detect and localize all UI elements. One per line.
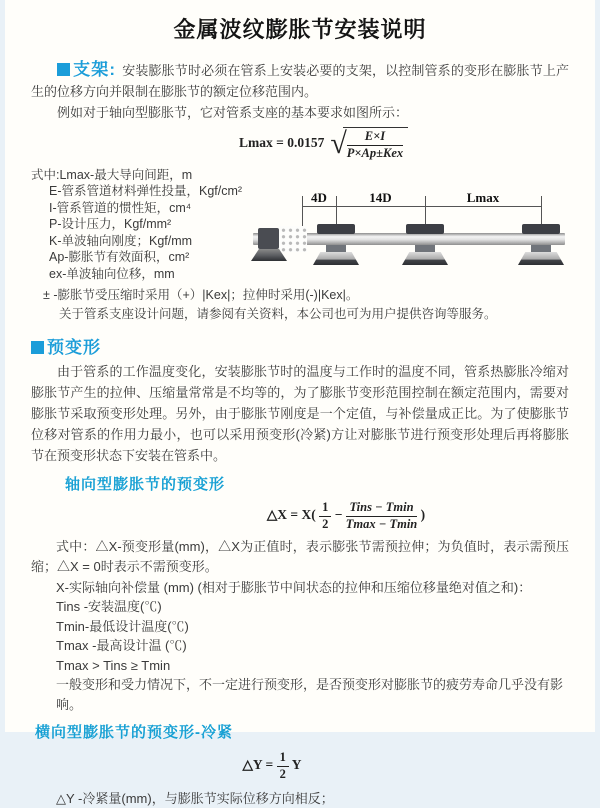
pipe-support-base — [402, 252, 448, 265]
pipe-support-clamp — [522, 224, 560, 234]
lmax-formula — [239, 127, 569, 161]
fraction-temperature: $\frac{\text{Tins − Tmin}}{Tmax - Tmin}$ — [346, 501, 417, 532]
fraction-half: $\frac{1}{2}$ — [277, 751, 289, 782]
pipe-support-clamp — [317, 224, 355, 234]
formula-rhs: Y — [292, 757, 302, 772]
support-section-heading: 支架: — [73, 60, 116, 79]
section-square-icon — [31, 341, 44, 354]
lateral-predeform-heading: 横向型膨胀节的预变形-冷紧 — [35, 721, 569, 742]
pipe-support-neck — [531, 245, 551, 252]
pipe-support-neck — [415, 245, 435, 252]
formula-rhs: ) — [421, 507, 426, 522]
fraction-half: $\frac{1}{2}$ — [319, 501, 331, 532]
pipe-support-base — [313, 252, 359, 265]
pipe-support-clamp — [406, 224, 444, 234]
kex-sign-note: ± -膨胀节受压缩时采用（+）|Kex|；拉伸时采用(-)|Kex|。 — [31, 286, 569, 305]
formula-lhs: △Y = — [243, 757, 274, 772]
lateral-formula — [31, 751, 569, 782]
formula-lhs: Lmax = 0.0157 — [239, 135, 324, 150]
section-square-icon — [57, 63, 70, 76]
axial-predeform-heading: 轴向型膨胀节的预变形 — [65, 473, 569, 494]
page-title: 金属波纹膨胀节安装说明 — [31, 16, 569, 44]
predeform-section-heading — [31, 333, 569, 358]
definition-item: P-设计压力，Kgf/mm² — [31, 216, 569, 233]
definition-item: K-单波轴向刚度；Kgf/mm — [31, 233, 569, 250]
definition-item: ex-单波轴向位移，mm — [31, 266, 569, 283]
axial-note: Tmin-最低设计温度(℃) — [31, 617, 569, 637]
definition-item: I-管系管道的惯性矩，cm⁴ — [31, 200, 569, 217]
fraction-numerator: E×I — [347, 130, 403, 146]
support-example-text: 例如对于轴向型膨胀节，它对管系支座的基本要求如图所示： — [31, 102, 569, 123]
dimension-tick — [541, 196, 542, 226]
formula-lhs: △X = X( — [267, 507, 316, 522]
dimension-line — [302, 206, 541, 207]
sqrt-icon: √ — [330, 127, 346, 160]
axial-note: Tmax -最高设计温 (℃) — [31, 636, 569, 656]
axial-formula — [31, 501, 569, 532]
fraction-denominator: P×Ap±Kex — [347, 146, 403, 161]
definition-item: Ap-膨胀节有效面积，cm² — [31, 249, 569, 266]
radicand — [343, 127, 408, 161]
bellows-expansion-joint — [279, 226, 307, 252]
axial-note: Tins -安装温度(℃) — [31, 597, 569, 617]
service-note: 关于管系支座设计问题，请参阅有关资料，本公司也可为用户提供咨询等服务。 — [31, 305, 569, 324]
minus-sign: − — [335, 507, 343, 522]
axial-note: 一般变形和受力情况下，不一定进行预变形，是否预变形对膨胀节的疲劳寿命几乎没有影响。 — [31, 675, 569, 714]
predeform-body-text: 由于管系的工作温度变化，安装膨胀节时的温度与工作时的温度不同，管系热膨胀冷缩对膨胀节产生的拉伸、压缩量常常是不均等的，为了膨胀节变形范围控制在额定范围内，需要对膨胀节采取预变形处理。另外，由于膨胀节刚度是一个定值，与补偿量成正比。为了使膨胀节位移对管系的作用力最小，也可以采用预变形(冷紧)方让对膨胀节进行预变形处理后再将膨胀节在预变形状态下安装在管系中。 — [31, 361, 569, 466]
definition-item: E-管系管道材料弹性投量，Kgf/cm² — [31, 183, 569, 200]
pipe-support-diagram — [251, 193, 577, 290]
support-section — [31, 59, 569, 102]
axial-note: X-实际轴向补偿量 (mm) (相对于膨胀节中间状态的拉伸和压缩位移量绝对值之和)： — [31, 578, 569, 598]
formula-fraction — [347, 130, 403, 161]
dimension-label-lmax: Lmax — [425, 190, 541, 206]
predeform-heading-text: 预变形 — [47, 338, 101, 357]
axial-note: 式中：△X-预变形量(mm)，△X为正值时，表示膨张节需预拉伸；为负值时，表示需预压缩；△X = 0时表示不需预变形。 — [31, 537, 569, 578]
lateral-note: △Y -冷紧量(mm)，与膨胀节实际位移方向相反； — [31, 789, 569, 808]
pipe-support-base — [518, 252, 564, 265]
pipe-support-neck — [326, 245, 346, 252]
support-intro-text: 安装膨胀节时必须在管系上安装必要的支架，以控制管系的变形在膨胀节上产生的位移方向并限制在膨胀节的额定位移范围内。 — [31, 63, 569, 99]
axial-note: Tmax > Tins ≥ Tmin — [31, 656, 569, 676]
dimension-label-4d: 4D — [302, 190, 336, 206]
dimension-label-14d: 14D — [336, 190, 425, 206]
definition-item: 式中:Lmax-最大导向间距，m — [31, 167, 569, 184]
anchor-support — [258, 228, 279, 249]
